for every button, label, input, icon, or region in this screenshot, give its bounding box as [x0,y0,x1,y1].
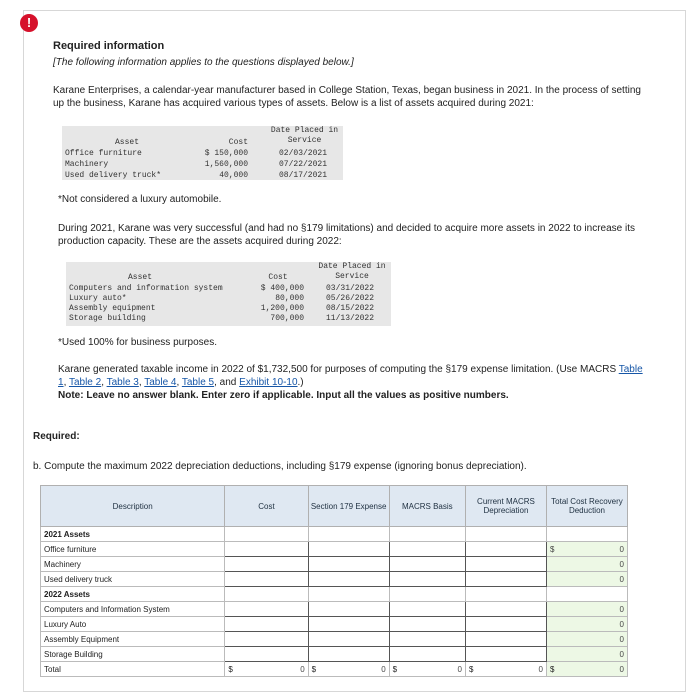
table-2022-date-0: 03/31/2022 [326,284,375,293]
table-row [41,617,628,632]
table-2021-cost-1: 1,560,000 [204,160,248,169]
cost-input[interactable] [225,647,308,662]
currency-label: $ [311,664,317,674]
cost-input[interactable] [225,617,308,632]
table-2021-date-1: 07/22/2021 [279,160,328,169]
section179-input[interactable] [308,617,389,632]
macrs-basis-input[interactable] [389,632,465,647]
cost-input[interactable] [225,572,308,587]
total-cost: 0 [300,664,305,674]
total-value: 0 [619,619,624,629]
table-row [41,542,628,557]
currency-label: $ [392,664,398,674]
currency-label: $ [549,544,555,554]
table-1-link[interactable]: Table 1 [58,364,643,388]
note-text: Note: Leave no answer blank. Enter zero if applicable. Input all the values as positive numbers. [58,390,509,401]
current-macrs-input[interactable] [465,542,546,557]
current-macrs-input[interactable] [465,632,546,647]
table-2021-asset-2: Used delivery truck* [65,171,162,180]
table-2022-cost-0: $ 400,000 [260,284,304,293]
macrs-basis-input[interactable] [389,617,465,632]
row-label: Office furniture [41,542,225,557]
table-2021-date-0: 02/03/2021 [279,149,328,158]
current-macrs-input[interactable] [465,572,546,587]
row-label: Used delivery truck [41,572,225,587]
table-2022-asset-3: Storage building [69,314,146,323]
row-label: Machinery [41,557,225,572]
table-4-link[interactable]: Table 4 [144,377,177,388]
current-macrs-input[interactable] [465,647,546,662]
table-2021-cost-0: $ 150,000 [204,149,248,158]
total-value: 0 [619,574,624,584]
table-2021-date-2: 08/17/2021 [279,171,328,180]
row-label: 2022 Assets [41,587,225,602]
row-label: Luxury Auto [41,617,225,632]
intro-paragraph: Karane Enterprises, a calendar-year manufacturer based in College Station, Texas, began business in 2021. In the process of setting up the business, Karane has acquired various types of assets. Below is a list of assets acquired during 2021: [53,85,641,109]
middle-paragraph: During 2021, Karane was very successful (and had no §179 limitations) and decided to acquire more assets in 2022 to increase its production capacity. These are the assets acquired during 2022: [58,223,635,247]
total-section179: 0 [381,664,386,674]
section179-input[interactable] [308,632,389,647]
required-label: Required: [33,431,80,442]
alert-icon: ! [20,14,38,32]
table-2022-header-asset: Asset [127,273,152,282]
table-row [41,587,628,602]
header-macrs-basis: MACRS Basis [389,486,465,527]
table-2022-date-2: 08/15/2022 [326,304,375,313]
income-paragraph: Karane generated taxable income in 2022 of $1,732,500 for purposes of computing the §179 expense limitation. (Use MACRS Table 1, Table 2, Table 3, Table 4, Table 5, and Exhibit 10-10.) Note: Leave no answer blank. Enter zero if applicable. Input all the values as positive numbers. [58,364,643,401]
total-current-macrs: 0 [538,664,543,674]
table-2022-date-1: 05/26/2022 [326,294,375,303]
row-label: Storage Building [41,647,225,662]
macrs-basis-input[interactable] [389,572,465,587]
footnote-2021: *Not considered a luxury automobile. [58,194,222,205]
header-cost: Cost [225,486,308,527]
section179-input[interactable] [308,557,389,572]
footnote-2022: *Used 100% for business purposes. [58,337,217,348]
table-2021-cost-2: 40,000 [219,171,248,180]
page-title: Required information [53,40,165,52]
table-row-total [41,662,628,677]
table-2022-header-cost: Cost [268,273,288,282]
income-text: Karane generated taxable income in 2022 of $1,732,500 for purposes of computing the §179 expense limitation. (Use MACRS [58,364,619,375]
cost-input[interactable] [225,602,308,617]
question-b: b. Compute the maximum 2022 depreciation deductions, including §179 expense (ignoring bonus depreciation). [33,461,527,472]
table-2022-header-date: Date Placed in Service [318,262,386,281]
header-total-cost-recovery: Total Cost Recovery Deduction [546,486,627,527]
current-macrs-input[interactable] [465,557,546,572]
header-current-macrs: Current MACRS Depreciation [465,486,546,527]
current-macrs-input[interactable] [465,602,546,617]
table-2-link[interactable]: Table 2 [68,377,102,388]
table-2022-cost-2: 1,200,000 [260,304,304,313]
subtitle: [The following information applies to the questions displayed below.] [53,57,354,68]
table-row [41,557,628,572]
table-2021-header-cost: Cost [228,138,248,147]
cost-input[interactable] [225,632,308,647]
table-2022-asset-0: Computers and information system [69,284,223,293]
table-row [41,647,628,662]
table-3-link[interactable]: Table 3 [106,377,139,388]
cost-input[interactable] [225,557,308,572]
table-2022-asset-2: Assembly equipment [69,304,156,313]
table-row [41,527,628,542]
table-row [41,572,628,587]
macrs-basis-input[interactable] [389,557,465,572]
row-label: Total [41,662,225,677]
grand-total: 0 [619,664,624,674]
table-2021-header-date: Date Placed in Service [270,126,339,145]
macrs-basis-input[interactable] [389,542,465,557]
macrs-basis-input[interactable] [389,602,465,617]
total-macrs-basis: 0 [457,664,462,674]
table-2022-asset-1: Luxury auto* [69,294,127,303]
table-2022-cost-3: 700,000 [270,314,304,323]
currency-label: $ [468,664,474,674]
table-row [41,632,628,647]
header-section179: Section 179 Expense [308,486,389,527]
section179-input[interactable] [308,602,389,617]
current-macrs-input[interactable] [465,617,546,632]
header-description: Description [41,486,225,527]
total-value: 0 [619,544,624,554]
table-2022-date-3: 11/13/2022 [326,314,375,323]
section179-input[interactable] [308,572,389,587]
table-row [41,602,628,617]
section179-input[interactable] [308,542,389,557]
exhibit-10-10-link[interactable]: Exhibit 10-10 [239,377,298,388]
cost-input[interactable] [225,542,308,557]
row-label: 2021 Assets [41,527,225,542]
row-label: Assembly Equipment [41,632,225,647]
total-value: 0 [619,634,624,644]
table-2021-header-asset: Asset [114,138,139,147]
answer-table [40,485,628,677]
table-2022-cost-1: 80,000 [275,294,304,303]
total-value: 0 [619,559,624,569]
total-value: 0 [619,604,624,614]
table-2021-asset-1: Machinery [65,160,109,169]
table-5-link[interactable]: Table 5 [181,377,215,388]
currency-label: $ [228,664,233,674]
total-value: 0 [619,649,624,659]
table-2021-asset-0: Office furniture [65,149,142,158]
row-label: Computers and Information System [41,602,225,617]
macrs-basis-input[interactable] [389,647,465,662]
section179-input[interactable] [308,647,389,662]
currency-label: $ [549,664,555,674]
